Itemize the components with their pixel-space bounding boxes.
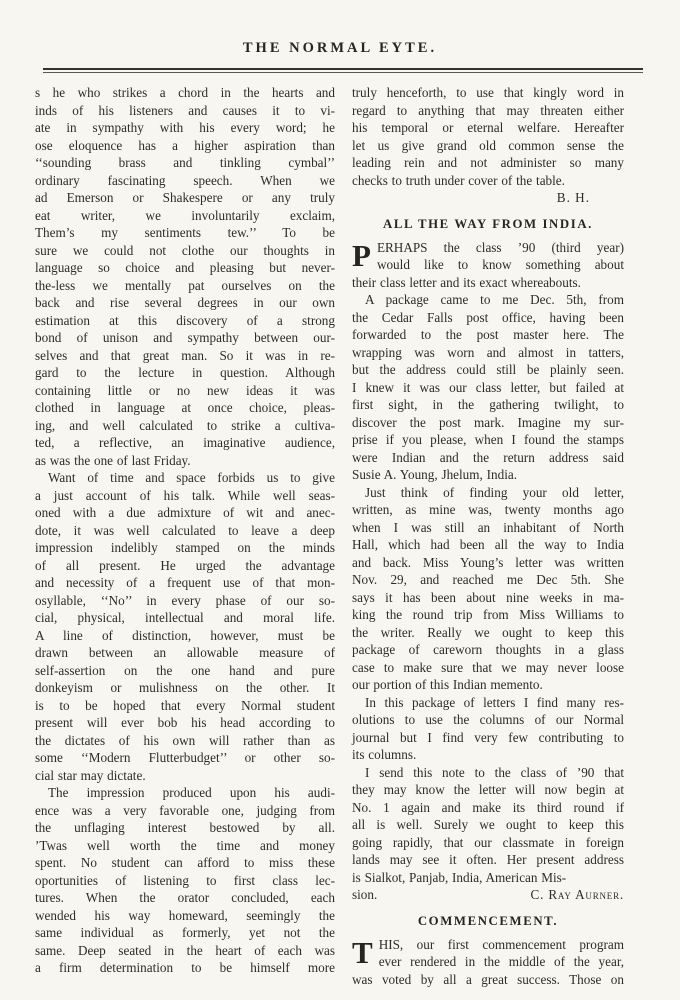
dropcap-paragraph (352, 239, 624, 292)
text-line: language so choice and pleasing but never- (35, 260, 335, 275)
text-line: journal but I find very few contributing to (352, 729, 624, 745)
text-line: Nov. 29, and reached me Dec 5th. She (352, 572, 624, 587)
text-line: checks to truth under cover of the table. (352, 172, 565, 188)
text-line: back and rise several degrees in our own (35, 295, 335, 310)
text-line: and necessity of a frequent use of that mon- (35, 575, 335, 590)
text-line: olutions to use the columns of our Normal (352, 712, 624, 727)
text-line: The impression produced upon his audi- (48, 785, 335, 800)
text-line: wrapping was worn and almost in tatters, (352, 344, 624, 360)
text-line: drawn between an allowable measure of (35, 645, 335, 660)
author-signature: B. H. (556, 190, 590, 205)
text-line: the-less we mentally pat ourselves on the (35, 277, 335, 293)
paragraph (352, 764, 624, 887)
text-line: its columns. (352, 747, 417, 762)
text-line: a firm determination to be himself more (35, 960, 335, 975)
text-line: cial, physical, intellectual and moral life. (35, 610, 335, 625)
text-line: prise if you please, when I found the stamps (352, 432, 624, 447)
text-line: clothed in language at once choice, pleas- (35, 400, 335, 415)
drop-cap: T (352, 934, 373, 970)
text-line: lands may see it often. Her present address (352, 852, 624, 867)
text-line: was voted by all a great success. Those on (352, 971, 624, 987)
text-line: selves and that great man. So it was in re- (35, 347, 335, 363)
text-line: ing, and well calculated to strike a cultiva- (35, 417, 335, 433)
text-line: discover the post mark. Imagine my sur- (352, 414, 624, 430)
text-line: ordinary fascinating speech. When we (35, 172, 335, 188)
text-line: ence was a very favorable one, judging from (35, 802, 335, 818)
text-line: his temporal or eternal welfare. Hereafter (352, 120, 624, 135)
text-line: the unflaging interest bestowed by all. (35, 820, 335, 835)
text-line: when I was still an inhabitant of North (352, 519, 624, 535)
text-line: but the address could still be plainly seen. (352, 362, 624, 377)
text-line: gard to the lecture in question. Although (35, 365, 335, 380)
text-line: leading rein and not administer so many (352, 155, 624, 170)
text-line: ‘‘sounding brass and tinkling cymbal’’ (35, 155, 335, 170)
text-columns (35, 84, 624, 988)
text-line: they may know the letter will now begin at (352, 782, 624, 797)
text-line: In this package of letters I find many res- (365, 694, 624, 710)
text-line: our portion of this Indian memento. (352, 677, 543, 692)
text-line: the writer. Really we ought to keep this (352, 624, 624, 640)
text-line: the dictates of his own will rather than as (35, 732, 335, 748)
text-line: same individual as formerly, yet not the (35, 925, 335, 940)
left-column (35, 84, 335, 988)
text-line: says it has been about nine weeks in ma- (352, 589, 624, 605)
text-line: and back. Miss Young’s letter was written (352, 554, 624, 570)
paragraph (352, 291, 624, 484)
paragraph-last-word: sion. (352, 887, 378, 902)
text-line: Want of time and space forbids us to give (48, 470, 335, 485)
text-line: ted, a reflective, an imaginative audience, (35, 435, 335, 450)
text-line: truly henceforth, to use that kingly word in (352, 85, 624, 100)
text-line: Hall, which had been all the way to India (352, 537, 624, 552)
text-line: let us give grand old common sense the (352, 137, 624, 153)
text-line: ose eloquence has a higher aspiration than (35, 137, 335, 153)
text-line: tures. When the orator concluded, each (35, 890, 335, 905)
text-line: case to make sure that we may never loose (352, 659, 624, 675)
text-line: HIS, our first commencement program (378, 936, 624, 952)
paragraph (35, 84, 335, 469)
text-line: king the round trip from Miss Williams to (352, 607, 624, 622)
text-line: their class letter and its exact whereabouts. (352, 274, 581, 290)
text-line: oportunities of listening to first class lec- (35, 872, 335, 888)
text-line: Them’s my sentiments tew.’’ To be (35, 225, 335, 240)
text-line: as was the one of last Friday. (35, 452, 191, 468)
text-line: wended his way homeward, seemingly the (35, 907, 335, 923)
drop-cap: P (352, 237, 371, 273)
text-line: inds of his listeners and causes it to vi- (35, 102, 335, 118)
text-line: No. 1 again and make its third round if (352, 799, 624, 815)
text-line: of all present. He urged the advantage (35, 557, 335, 573)
text-line: eat writer, we involuntarily exclaim, (35, 207, 335, 223)
text-line: I knew it was our class letter, but failed at (352, 379, 624, 395)
text-line: cial star may dictate. (35, 767, 146, 783)
dropcap-paragraph (352, 936, 624, 989)
text-line: ERHAPS the class ’90 (third year) (376, 239, 624, 255)
text-line: ad Emerson or Shakespere or any truly (35, 190, 335, 205)
text-line: would like to know something about (376, 257, 624, 272)
paragraph (35, 469, 335, 784)
text-line: were Indian and the return address said (352, 449, 624, 465)
text-line: estimation at this discovery of a strong (35, 312, 335, 328)
paragraph-end-with-signature (352, 886, 624, 904)
text-line: A package came to me Dec. 5th, from (365, 292, 624, 307)
text-line: is Sialkot, Panjab, India, American Mis- (352, 869, 567, 885)
masthead-rule (43, 68, 643, 73)
page-title: THE NORMAL EYTE. (242, 40, 438, 56)
text-line: sure we could not clothe our thoughts in (35, 242, 335, 258)
text-line: some ‘‘Modern Flutterbudget’’ or other so- (35, 750, 335, 765)
text-line: I send this note to the class of ’90 that (365, 764, 624, 780)
text-line: package of careworn thoughts in a glass (352, 642, 624, 657)
text-line: going rapidly, that our classmate in foreign (352, 834, 624, 850)
text-line: Just think of finding your old letter, (365, 484, 624, 500)
right-column (352, 84, 624, 988)
paragraph (352, 84, 624, 189)
text-line: dote, it was well calculated to leave a deep (35, 522, 335, 538)
paragraph (352, 484, 624, 694)
text-line: forwarded to the post master here. The (352, 327, 624, 342)
text-line: s he who strikes a chord in the hearts and (35, 85, 335, 100)
paragraph (35, 784, 335, 977)
text-line: present will ever bob his head according to (35, 715, 335, 730)
author-signature: C. Ray Aurner. (530, 887, 624, 902)
text-line: written, as mine was, twenty months ago (352, 502, 624, 517)
text-line: a just account of his talk. While well seas- (35, 487, 335, 503)
paragraph (352, 694, 624, 764)
text-line: Susie A. Young, Jhelum, India. (352, 467, 518, 482)
text-line: regard to anything that may threaten either (352, 102, 624, 118)
text-line: self-assertion on the one hand and pure (35, 662, 335, 678)
text-line: first sight, in the gathering twilight, to (352, 397, 624, 412)
section-heading: COMMENCEMENT. (417, 913, 559, 928)
text-line: osyllable, ‘‘No’’ in every phase of our so- (35, 592, 335, 608)
text-line: same. Deep seated in the heart of each was (35, 942, 335, 958)
text-line: A line of distinction, however, must be (35, 627, 335, 643)
text-line: oned with a due admixture of wit and anec- (35, 505, 335, 520)
text-line: impression indelibly stamped on the minds (35, 540, 335, 555)
text-line: bond of unison and sympathy between our- (35, 330, 335, 345)
text-line: is to be hoped that every Normal student (35, 697, 335, 713)
text-line: all is well. Surely we ought to keep this (352, 817, 624, 832)
text-line: spent. No student can afford to miss these (35, 855, 335, 870)
section-heading: ALL THE WAY FROM INDIA. (383, 216, 593, 231)
text-line: ’Twas well worth the time and money (35, 837, 335, 853)
text-line: ate in sympathy with his every word; he (35, 120, 335, 135)
text-line: the Cedar Falls post office, having been (352, 309, 624, 325)
text-line: containing little or no new ideas it was (35, 382, 335, 398)
text-line: ever rendered in the middle of the year, (378, 954, 624, 969)
text-line: donkeyism or mulishness on the other. It (35, 680, 335, 695)
